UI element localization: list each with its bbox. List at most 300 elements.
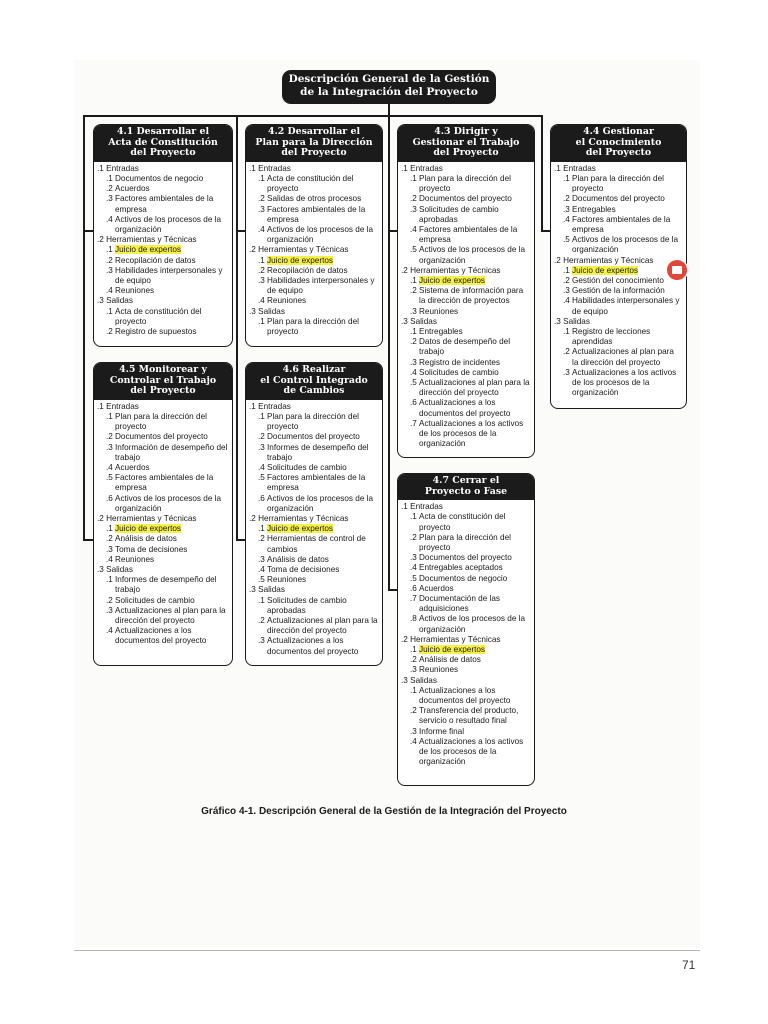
list-item: [249, 596, 378, 616]
item-text: Reuniones: [267, 296, 307, 306]
section-label: .3 Salidas: [554, 316, 590, 326]
item-number: .4: [106, 286, 113, 296]
item-number: .3: [410, 553, 417, 563]
item-number: .6: [106, 493, 113, 503]
process-section: [401, 676, 530, 768]
process-section: [97, 514, 228, 565]
item-text: Documentos del proyecto: [115, 432, 208, 442]
list-item: [97, 327, 228, 337]
item-text: Plan para la dirección del proyecto: [115, 411, 207, 432]
item-text: Documentación de las adquisiciones: [419, 594, 501, 614]
highlighted-list-item: [97, 524, 228, 534]
process-title-line: Controlar el Trabajo: [109, 374, 217, 386]
item-text: Recopilación de datos: [267, 265, 348, 275]
note-comment-icon[interactable]: [667, 260, 687, 280]
process-box-body: [246, 400, 382, 657]
section-label: .2 Herramientas y Técnicas: [97, 514, 197, 524]
item-text: Análisis de datos: [267, 554, 329, 564]
item-text: Análisis de datos: [419, 655, 481, 665]
item-text: Juicio de expertos: [419, 276, 485, 286]
list-item: [97, 534, 228, 544]
item-number: .4: [106, 463, 113, 472]
item-text: Factores ambientales de la empresa: [115, 194, 214, 214]
list-item: [554, 327, 682, 347]
item-text: Solicitudes de cambio aprobadas: [267, 595, 347, 615]
list-item: [97, 194, 228, 214]
item-text: Plan para la dirección del proyecto: [419, 173, 511, 194]
item-number: .5: [258, 473, 265, 483]
list-item: [401, 574, 530, 584]
item-text: Juicio de expertos: [115, 245, 181, 255]
item-number: .4: [106, 214, 113, 224]
item-text: Actualizaciones al plan para la dirección del proyecto: [419, 378, 530, 398]
section-label: .1 Entradas: [401, 502, 443, 512]
item-text: Actualizaciones a los documentos del proyecto: [115, 626, 207, 646]
item-number: .2: [106, 255, 113, 265]
item-number: .2: [258, 616, 265, 626]
item-text: Actualizaciones a los documentos del proyecto: [419, 685, 511, 706]
item-number: .1: [258, 411, 265, 421]
list-item: [401, 594, 530, 614]
list-item: [249, 636, 378, 656]
item-number: .1: [410, 276, 417, 286]
item-number: .3: [410, 665, 417, 675]
process-title-line: 4.1 Desarrollar el: [116, 126, 210, 137]
process-box-title: [94, 363, 232, 400]
list-item: [554, 368, 682, 399]
process-title-line: del Proyecto: [433, 147, 499, 159]
section-label: .2 Herramientas y Técnicas: [401, 265, 501, 275]
item-text: Reuniones: [419, 306, 459, 316]
item-number: .2: [410, 532, 417, 542]
list-item: [249, 494, 378, 514]
process-section: [249, 402, 378, 514]
highlighted-list-item: [97, 245, 228, 255]
item-number: .3: [106, 265, 113, 275]
item-text: Actualizaciones a los documentos del proyecto: [419, 398, 511, 418]
list-item: [249, 463, 378, 473]
item-number: .5: [563, 235, 570, 245]
item-text: Activos de los procesos de la organización: [115, 214, 222, 234]
list-item: [97, 606, 228, 626]
process-box-title: [94, 125, 232, 162]
list-item: [249, 443, 378, 463]
item-text: Activos de los procesos de la organización: [419, 614, 526, 634]
item-number: .2: [258, 194, 265, 204]
list-item: [401, 706, 530, 726]
list-item: [249, 174, 378, 194]
process-title-line: el Conocimiento: [575, 136, 662, 148]
item-number: .4: [258, 225, 265, 234]
list-item: [401, 327, 530, 337]
item-text: Datos de desempeño del trabajo: [419, 337, 511, 357]
item-text: Salidas de otros procesos: [267, 194, 362, 204]
process-section: [97, 402, 228, 514]
process-box-body: [246, 162, 382, 337]
item-text: Habilidades interpersonales y de equipo: [267, 276, 375, 296]
item-number: .7: [410, 594, 417, 604]
item-number: .3: [258, 276, 265, 286]
item-text: Acuerdos: [115, 184, 150, 194]
list-item: [401, 368, 530, 378]
list-item: [401, 358, 530, 368]
list-item: [401, 655, 530, 665]
list-item: [97, 463, 228, 473]
item-text: Documentos de negocio: [419, 573, 508, 583]
process-section: [554, 164, 682, 256]
process-title-line: de Cambios: [283, 385, 345, 397]
process-section: [97, 235, 228, 296]
list-item: [554, 194, 682, 204]
highlighted-list-item: [249, 524, 378, 534]
item-text: Solicitudes de cambio: [115, 595, 195, 605]
item-number: .3: [106, 605, 113, 615]
list-item: [401, 286, 530, 306]
item-number: .4: [410, 367, 417, 377]
item-text: Plan para la dirección del proyecto: [267, 411, 359, 432]
process-title-line: 4.5 Monitorear y: [119, 364, 207, 375]
section-label: .3 Salidas: [97, 565, 133, 575]
process-title-line: 4.6 Realizar: [282, 364, 346, 375]
list-item: [97, 174, 228, 184]
item-number: .3: [410, 726, 417, 736]
list-item: [249, 266, 378, 276]
item-text: Reuniones: [115, 286, 155, 296]
list-item: [97, 443, 228, 463]
item-text: Informe final: [419, 726, 465, 736]
item-text: Registro de incidentes: [419, 357, 501, 367]
item-number: .4: [563, 296, 570, 306]
process-section: [249, 164, 378, 246]
list-item: [249, 194, 378, 204]
item-number: .2: [563, 194, 570, 204]
item-text: Reuniones: [115, 554, 155, 564]
section-label: .1 Entradas: [249, 401, 291, 411]
item-number: .8: [410, 614, 417, 624]
item-text: Solicitudes de cambio: [419, 367, 499, 377]
connector-col3: [388, 115, 390, 590]
section-label: .1 Entradas: [401, 163, 443, 173]
list-item: [401, 686, 530, 706]
highlighted-list-item: [554, 266, 682, 276]
list-item: [401, 378, 530, 398]
item-number: .1: [106, 524, 113, 534]
item-number: .4: [410, 736, 417, 746]
item-number: .4: [106, 554, 113, 564]
list-item: [249, 555, 378, 565]
list-item: [97, 412, 228, 432]
list-item: [401, 398, 530, 418]
process-section: [401, 317, 530, 450]
item-text: Factores ambientales de la empresa: [267, 204, 366, 224]
item-number: .1: [106, 173, 113, 183]
item-number: .3: [106, 544, 113, 554]
list-item: [97, 575, 228, 595]
process-title-line: del Proyecto: [281, 147, 347, 159]
item-text: Factores ambientales de la empresa: [572, 214, 671, 234]
list-item: [249, 575, 378, 585]
item-number: .4: [410, 563, 417, 573]
item-text: Plan para la dirección del proyecto: [267, 316, 359, 337]
item-number: .3: [258, 204, 265, 214]
item-number: .3: [410, 306, 417, 316]
list-item: [401, 307, 530, 317]
item-number: .1: [410, 645, 417, 655]
list-item: [249, 616, 378, 636]
item-text: Actualizaciones al plan para la dirección del proyecto: [572, 347, 674, 367]
item-text: Actualizaciones a los activos de los procesos de la organización: [419, 736, 524, 767]
process-box-title: [551, 125, 686, 162]
process-box-4-7: [397, 473, 535, 786]
item-number: .5: [410, 245, 417, 255]
list-item: [97, 545, 228, 555]
item-text: Documentos del proyecto: [267, 432, 360, 442]
item-text: Acta de constitución del proyecto: [267, 173, 354, 194]
section-label: .1 Entradas: [554, 163, 596, 173]
item-number: .3: [258, 442, 265, 452]
list-item: [554, 205, 682, 215]
process-section: [401, 164, 530, 266]
item-text: Toma de decisiones: [267, 565, 340, 575]
list-item: [554, 235, 682, 255]
process-box-body: [94, 400, 232, 647]
item-text: Activos de los procesos de la organización: [267, 493, 374, 513]
process-title-line: Plan para la Dirección: [255, 136, 373, 148]
section-label: .1 Entradas: [97, 163, 139, 173]
item-number: .1: [563, 173, 570, 183]
item-text: Juicio de expertos: [115, 524, 181, 534]
diagram-root-title: [282, 70, 496, 104]
figure-caption: Gráfico 4-1. Descripción General de la Gestión de la Integración del Proyecto: [201, 806, 567, 817]
list-item: [401, 665, 530, 675]
item-number: .2: [410, 337, 417, 347]
list-item: [554, 347, 682, 367]
list-item: [97, 286, 228, 296]
process-box-4-6: [245, 362, 383, 666]
list-item: [249, 317, 378, 337]
highlighted-list-item: [401, 645, 530, 655]
item-number: .1: [258, 255, 265, 265]
item-number: .2: [410, 194, 417, 204]
process-title-line: 4.7 Cerrar el: [432, 475, 500, 486]
item-number: .5: [410, 378, 417, 388]
item-text: Información de desempeño del trabajo: [115, 442, 228, 462]
process-section: [554, 256, 682, 317]
list-item: [249, 412, 378, 432]
item-number: .4: [410, 225, 417, 234]
item-text: Documentos de negocio: [115, 173, 204, 183]
item-text: Entregables: [572, 204, 616, 214]
item-number: .2: [410, 706, 417, 716]
item-text: Análisis de datos: [115, 534, 177, 544]
item-text: Plan para la dirección del proyecto: [572, 173, 664, 194]
item-number: .1: [410, 512, 417, 522]
item-number: .3: [410, 357, 417, 367]
list-item: [401, 737, 530, 768]
item-number: .1: [410, 327, 417, 337]
item-text: Documentos del proyecto: [419, 194, 512, 204]
item-number: .7: [410, 418, 417, 428]
item-number: .1: [258, 316, 265, 326]
list-item: [249, 565, 378, 575]
list-item: [97, 626, 228, 646]
process-box-4-3: [397, 124, 535, 458]
list-item: [249, 276, 378, 296]
list-item: [249, 432, 378, 442]
process-title-line: del Proyecto: [130, 147, 196, 159]
item-number: .5: [106, 473, 113, 483]
process-section: [97, 164, 228, 235]
item-text: Plan para la dirección del proyecto: [419, 532, 511, 552]
item-number: .6: [410, 398, 417, 408]
item-text: Actualizaciones a los activos de los procesos de la organización: [419, 418, 524, 449]
root-title-line2: de la Integración del Proyecto: [300, 86, 478, 98]
item-text: Acuerdos: [419, 583, 454, 593]
item-text: Herramientas de control de cambios: [267, 534, 366, 554]
process-section: [249, 307, 378, 338]
item-number: .1: [258, 524, 265, 534]
process-title-line: Proyecto o Fase: [424, 485, 508, 497]
item-text: Solicitudes de cambio aprobadas: [419, 204, 499, 224]
item-number: .2: [258, 432, 265, 442]
process-title-line: del Proyecto: [130, 385, 196, 397]
section-label: .3 Salidas: [401, 316, 437, 326]
list-item: [249, 296, 378, 306]
item-text: Juicio de expertos: [267, 255, 333, 265]
item-text: Gestión del conocimiento: [572, 276, 664, 286]
item-text: Documentos del proyecto: [572, 194, 665, 204]
list-item: [401, 337, 530, 357]
item-number: .2: [258, 265, 265, 275]
item-text: Habilidades interpersonales y de equipo: [115, 265, 223, 286]
list-item: [401, 533, 530, 553]
item-text: Sistema de información para la dirección de proyectos: [419, 286, 524, 306]
item-number: .5: [410, 573, 417, 583]
item-text: Actualizaciones al plan para la dirección del proyecto: [115, 605, 226, 626]
process-box-4-2: [245, 124, 383, 347]
list-item: [97, 256, 228, 266]
item-number: .2: [106, 432, 113, 442]
list-item: [401, 553, 530, 563]
item-number: .1: [563, 265, 570, 275]
item-number: .2: [563, 347, 570, 357]
item-text: Gestión de la información: [572, 286, 665, 296]
item-number: .4: [258, 565, 265, 575]
process-section: [249, 245, 378, 306]
process-section: [401, 635, 530, 676]
item-number: .3: [258, 554, 265, 564]
process-section: [97, 296, 228, 337]
process-box-title: [398, 474, 534, 500]
item-number: .6: [410, 583, 417, 593]
highlighted-list-item: [401, 276, 530, 286]
list-item: [97, 307, 228, 327]
list-item: [401, 174, 530, 194]
list-item: [401, 727, 530, 737]
connector-col1: [83, 115, 85, 540]
process-section: [401, 502, 530, 635]
list-item: [249, 534, 378, 554]
item-text: Habilidades interpersonales y de equipo: [572, 296, 680, 316]
item-number: .4: [106, 626, 113, 636]
item-text: Juicio de expertos: [267, 524, 333, 534]
item-number: .2: [106, 595, 113, 605]
process-box-title: [398, 125, 534, 162]
item-text: Juicio de expertos: [572, 265, 638, 275]
item-text: Recopilación de datos: [115, 255, 196, 265]
item-number: .3: [106, 194, 113, 204]
list-item: [554, 286, 682, 296]
list-item: [554, 215, 682, 235]
process-title-line: 4.3 Dirigir y: [434, 126, 498, 137]
item-text: Solicitudes de cambio: [267, 463, 347, 472]
process-section: [401, 266, 530, 317]
item-number: .3: [258, 636, 265, 646]
item-number: .1: [563, 327, 570, 337]
item-number: .2: [410, 655, 417, 665]
root-title-line1: Descripción General de la Gestión: [288, 73, 490, 85]
list-item: [401, 584, 530, 594]
item-number: .2: [258, 534, 265, 544]
section-label: .3 Salidas: [249, 585, 285, 595]
item-text: Factores ambientales de la empresa: [115, 473, 214, 493]
process-title-line: 4.4 Gestionar: [583, 126, 654, 137]
connector-horizontal: [83, 115, 543, 117]
list-item: [97, 266, 228, 286]
process-title-line: 4.2 Desarrollar el: [267, 126, 361, 137]
item-text: Informes de desempeño del trabajo: [115, 575, 217, 595]
list-item: [401, 614, 530, 634]
item-text: Activos de los procesos de la organización: [572, 235, 679, 255]
item-text: Actualizaciones a los activos de los procesos de la organización: [572, 367, 677, 398]
item-text: Activos de los procesos de la organización: [267, 225, 374, 245]
item-number: .1: [106, 245, 113, 255]
item-number: .5: [258, 575, 265, 585]
item-number: .2: [563, 276, 570, 286]
list-item: [401, 225, 530, 245]
footer-divider: [74, 950, 700, 951]
process-section: [249, 514, 378, 585]
item-text: Juicio de expertos: [419, 645, 485, 655]
section-label: .2 Herramientas y Técnicas: [97, 235, 197, 245]
process-box-body: [398, 162, 534, 450]
item-text: Toma de decisiones: [115, 544, 188, 554]
list-item: [97, 473, 228, 493]
item-number: .1: [258, 595, 265, 605]
list-item: [249, 225, 378, 245]
item-number: .3: [563, 367, 570, 377]
process-title-line: Gestionar el Trabajo: [412, 136, 520, 148]
item-number: .1: [106, 306, 113, 316]
item-text: Acta de constitución del proyecto: [419, 512, 506, 532]
item-number: .4: [258, 296, 265, 306]
list-item: [97, 494, 228, 514]
item-text: Documentos del proyecto: [419, 553, 512, 563]
item-number: .1: [258, 173, 265, 183]
process-box-body: [551, 162, 686, 399]
process-box-title: [246, 125, 382, 162]
list-item: [401, 563, 530, 573]
item-text: Activos de los procesos de la organización: [115, 493, 222, 513]
list-item: [401, 512, 530, 532]
item-number: .2: [106, 327, 113, 337]
item-text: Informes de desempeño del trabajo: [267, 442, 369, 462]
process-section: [97, 565, 228, 647]
item-text: Registro de lecciones aprendidas: [572, 327, 651, 347]
list-item: [97, 184, 228, 194]
section-label: .3 Salidas: [401, 675, 437, 685]
list-item: [401, 419, 530, 450]
